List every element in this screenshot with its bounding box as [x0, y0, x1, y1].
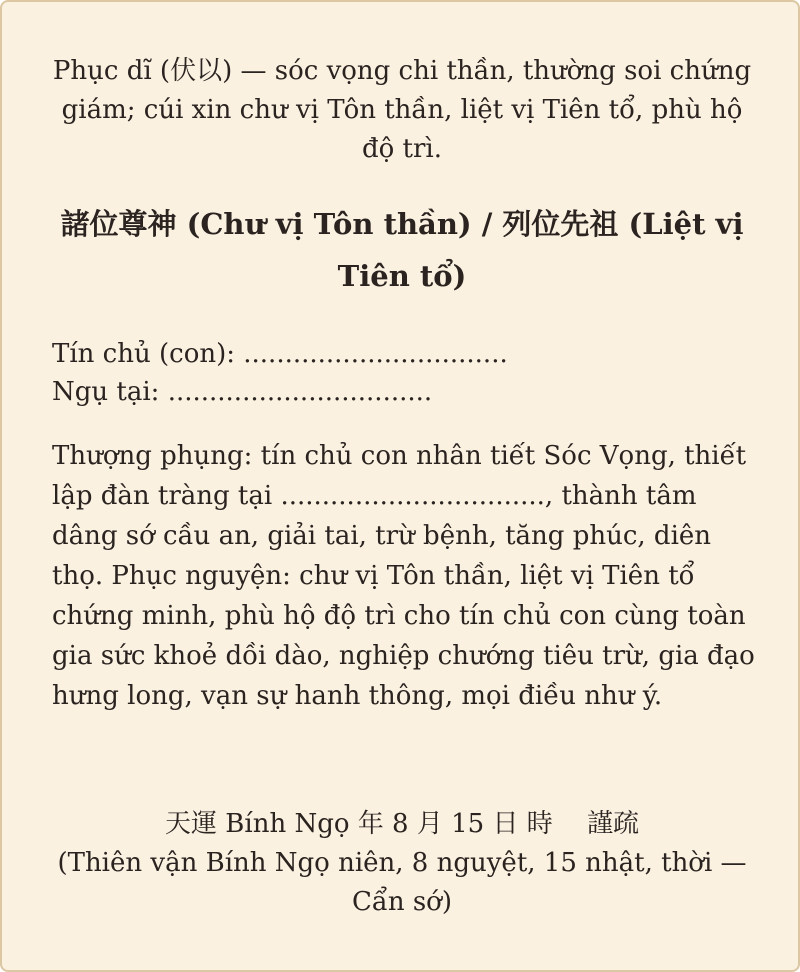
devotee-name-field: Tín chủ (con): ................................ [52, 339, 508, 369]
devotee-fields [52, 335, 752, 411]
date-signature-block [32, 805, 772, 922]
date-line: 天運 Bính Ngọ 年 8 月 15 日 時 謹疏 [165, 809, 639, 839]
residence-field: Ngụ tại: ................................ [52, 377, 433, 407]
intro-paragraph: Phục dĩ (伏以) — sóc vọng chi thần, thường soi chứng giám; cúi xin chư vị Tôn thần, liệt vị Tiên tổ, phù hộ độ trì. [52, 56, 752, 164]
date-translation: (Thiên vận Bính Ngọ niên, 8 nguyệt, 15 nhật, thời — Cẩn sớ) [57, 848, 747, 917]
document-heading: 諸位尊神 (Chư vị Tôn thần) / 列位先祖 (Liệt vị Tiên tổ) [60, 207, 744, 293]
petition-body: Thượng phụng: tín chủ con nhân tiết Sóc Vọng, thiết lập đàn tràng tại ................................, thành tâm dâng sớ cầu an, giải tai, trừ bệnh, tăng phúc, diên thọ. Phục nguyện: chư vị Tôn thần, liệt vị Tiên tổ chứng minh, phù hộ độ trì cho tín chủ con cùng toàn gia sức khoẻ dồi dào, nghiệp chướng tiêu trừ, gia đạo hưng long, vạn sự hanh thông, mọi điều như ý. [52, 441, 755, 711]
